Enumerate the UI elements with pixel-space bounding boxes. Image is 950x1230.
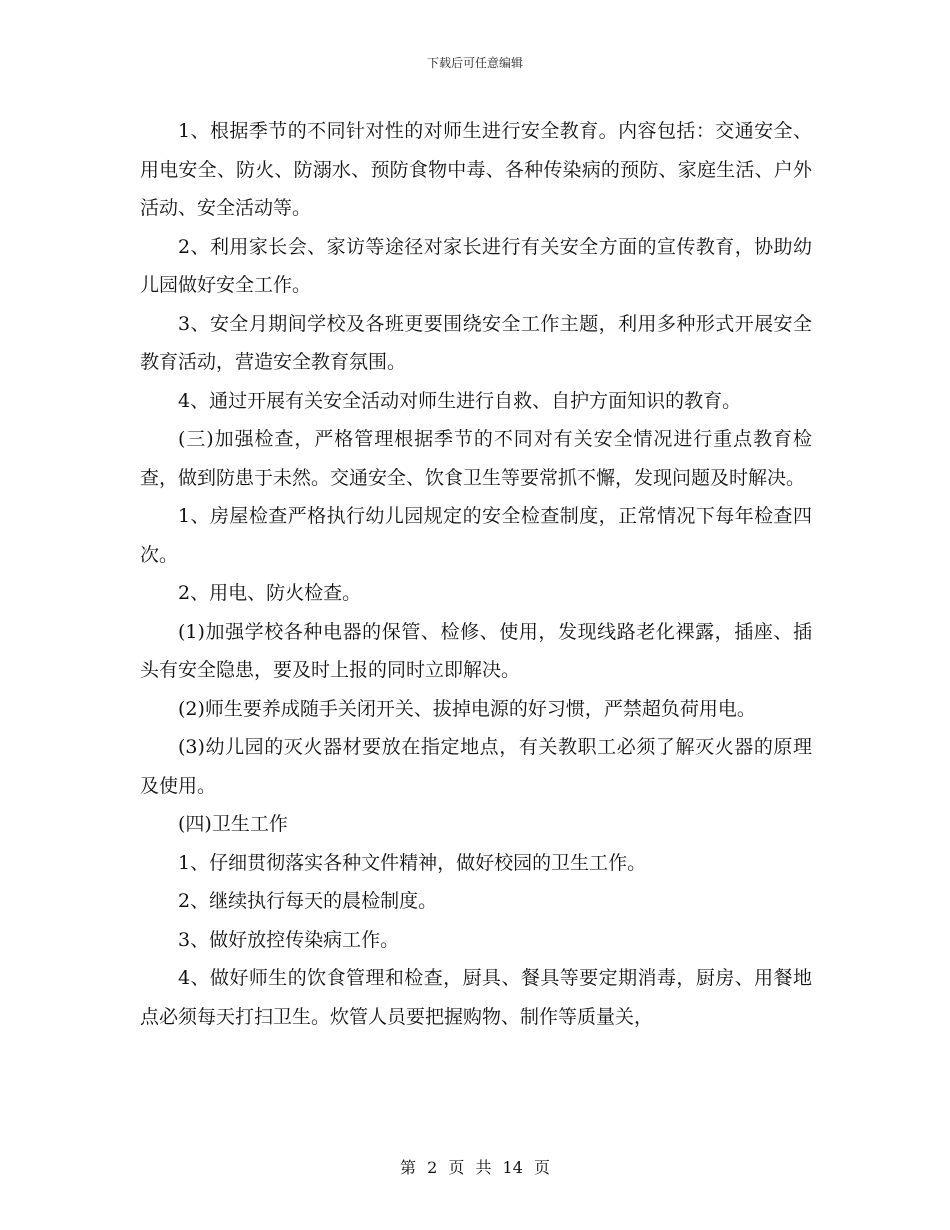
- paragraph: 4、做好师生的饮食管理和检查，厨具、餐具等要定期消毒，厨房、用餐地点必须每天打扫卫生。炊管人员要把握购物、制作等质量关，: [140, 967, 812, 1028]
- paragraph: (2)师生要养成随手关闭开关、拔掉电源的好习惯，严禁超负荷用电。: [178, 697, 756, 720]
- paragraph: 3、安全月期间学校及各班更要围绕安全工作主题，利用多种形式开展安全教育活动，营造安全教育氛围。: [140, 312, 812, 373]
- paragraph: (3)幼儿园的灭火器材要放在指定地点，有关教职工必须了解灭火器的原理及使用。: [140, 736, 812, 797]
- paragraph: (三)加强检查，严格管理根据季节的不同对有关安全情况进行重点教育检查，做到防患于未然。交通安全、饮食卫生等要常抓不懈，发现问题及时解决。: [140, 428, 812, 489]
- paragraph: (1)加强学校各种电器的保管、检修、使用，发现线路老化裸露，插座、插头有安全隐患，要及时上报的同时立即解决。: [140, 620, 812, 681]
- section-heading: (四)卫生工作: [178, 813, 288, 835]
- page-footer: 第 2 页 共 14 页: [400, 1158, 550, 1177]
- paragraph: 1、根据季节的不同针对性的对师生进行安全教育。内容包括：交通安全、用电安全、防火、防溺水、预防食物中毒、各种传染病的预防、家庭生活、户外活动、安全活动等。: [140, 120, 812, 219]
- paragraph: 2、利用家长会、家访等途径对家长进行有关安全方面的宣传教育，协助幼儿园做好安全工作。: [140, 235, 812, 296]
- document-body: [140, 112, 812, 1036]
- paragraph: 1、房屋检查严格执行幼儿园规定的安全检查制度，正常情况下每年检查四次。: [140, 505, 812, 566]
- paragraph: 4、通过开展有关安全活动对师生进行自救、自护方面知识的教育。: [178, 389, 742, 412]
- paragraph: 2、用电、防火检查。: [178, 582, 362, 604]
- page-header: 下载后可任意编辑: [426, 56, 523, 70]
- paragraph: 3、做好放控传染病工作。: [178, 928, 400, 951]
- paragraph: 1、仔细贯彻落实各种文件精神，做好校园的卫生工作。: [178, 851, 647, 874]
- paragraph: 2、继续执行每天的晨检制度。: [178, 890, 438, 912]
